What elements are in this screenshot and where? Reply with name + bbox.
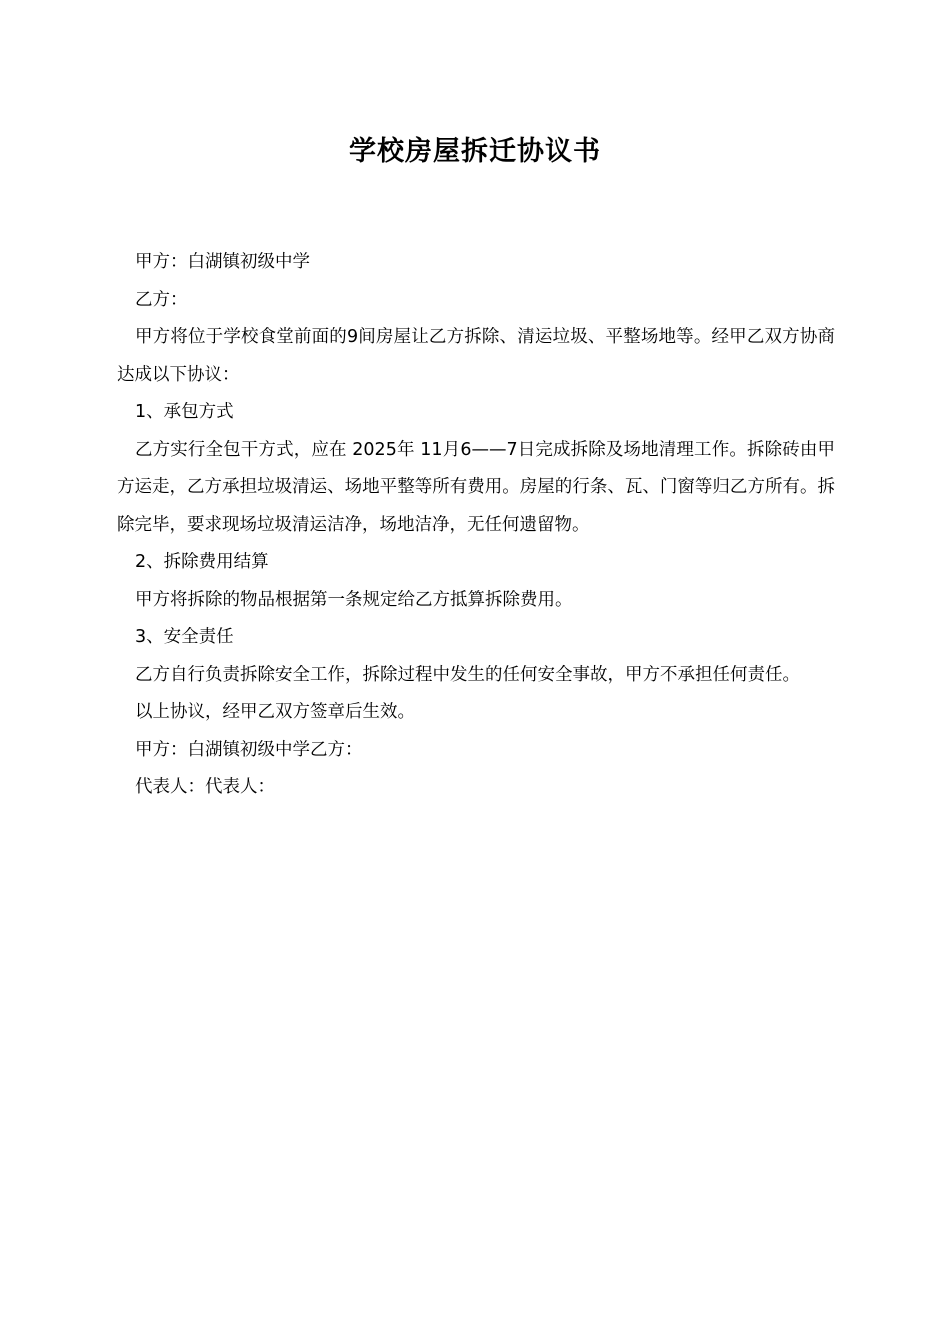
signature-representatives-line: 代表人：代表人： <box>135 777 275 797</box>
fee-settlement-paragraph: 甲方将拆除的物品根据第一条规定给乙方抵算拆除费用。 <box>135 589 573 610</box>
section-heading-fee-settlement: 2、拆除费用结算 <box>135 552 269 572</box>
contract-method-paragraph: 乙方实行全包干方式，应在 2025年 11月6——7日完成拆除及场地清理工作。拆除砖由甲方运走，乙方承担垃圾清运、场地平整等所有费用。房屋的行条、瓦、门窗等归乙方所有。拆除完毕，要求现场垃圾清运洁净，场地洁净，无任何遗留物。 <box>117 439 835 535</box>
section-heading-contract-method: 1、承包方式 <box>135 402 234 422</box>
safety-paragraph: 乙方自行负责拆除安全工作，拆除过程中发生的任何安全事故，甲方不承担任何责任。 <box>135 664 800 685</box>
effective-clause: 以上协议，经甲乙双方签章后生效。 <box>135 702 415 722</box>
party-a-line: 甲方：白湖镇初级中学 <box>135 252 310 272</box>
party-b-line: 乙方： <box>135 289 188 310</box>
intro-paragraph: 甲方将位于学校食堂前面的9间房屋让乙方拆除、清运垃圾、平整场地等。经甲乙双方协商达成以下协议： <box>117 327 835 385</box>
signature-parties-line: 甲方：白湖镇初级中学乙方： <box>135 739 363 760</box>
document-body <box>117 244 835 807</box>
section-heading-safety: 3、安全责任 <box>135 627 234 647</box>
document-title: 学校房屋拆迁协议书 <box>349 136 601 167</box>
